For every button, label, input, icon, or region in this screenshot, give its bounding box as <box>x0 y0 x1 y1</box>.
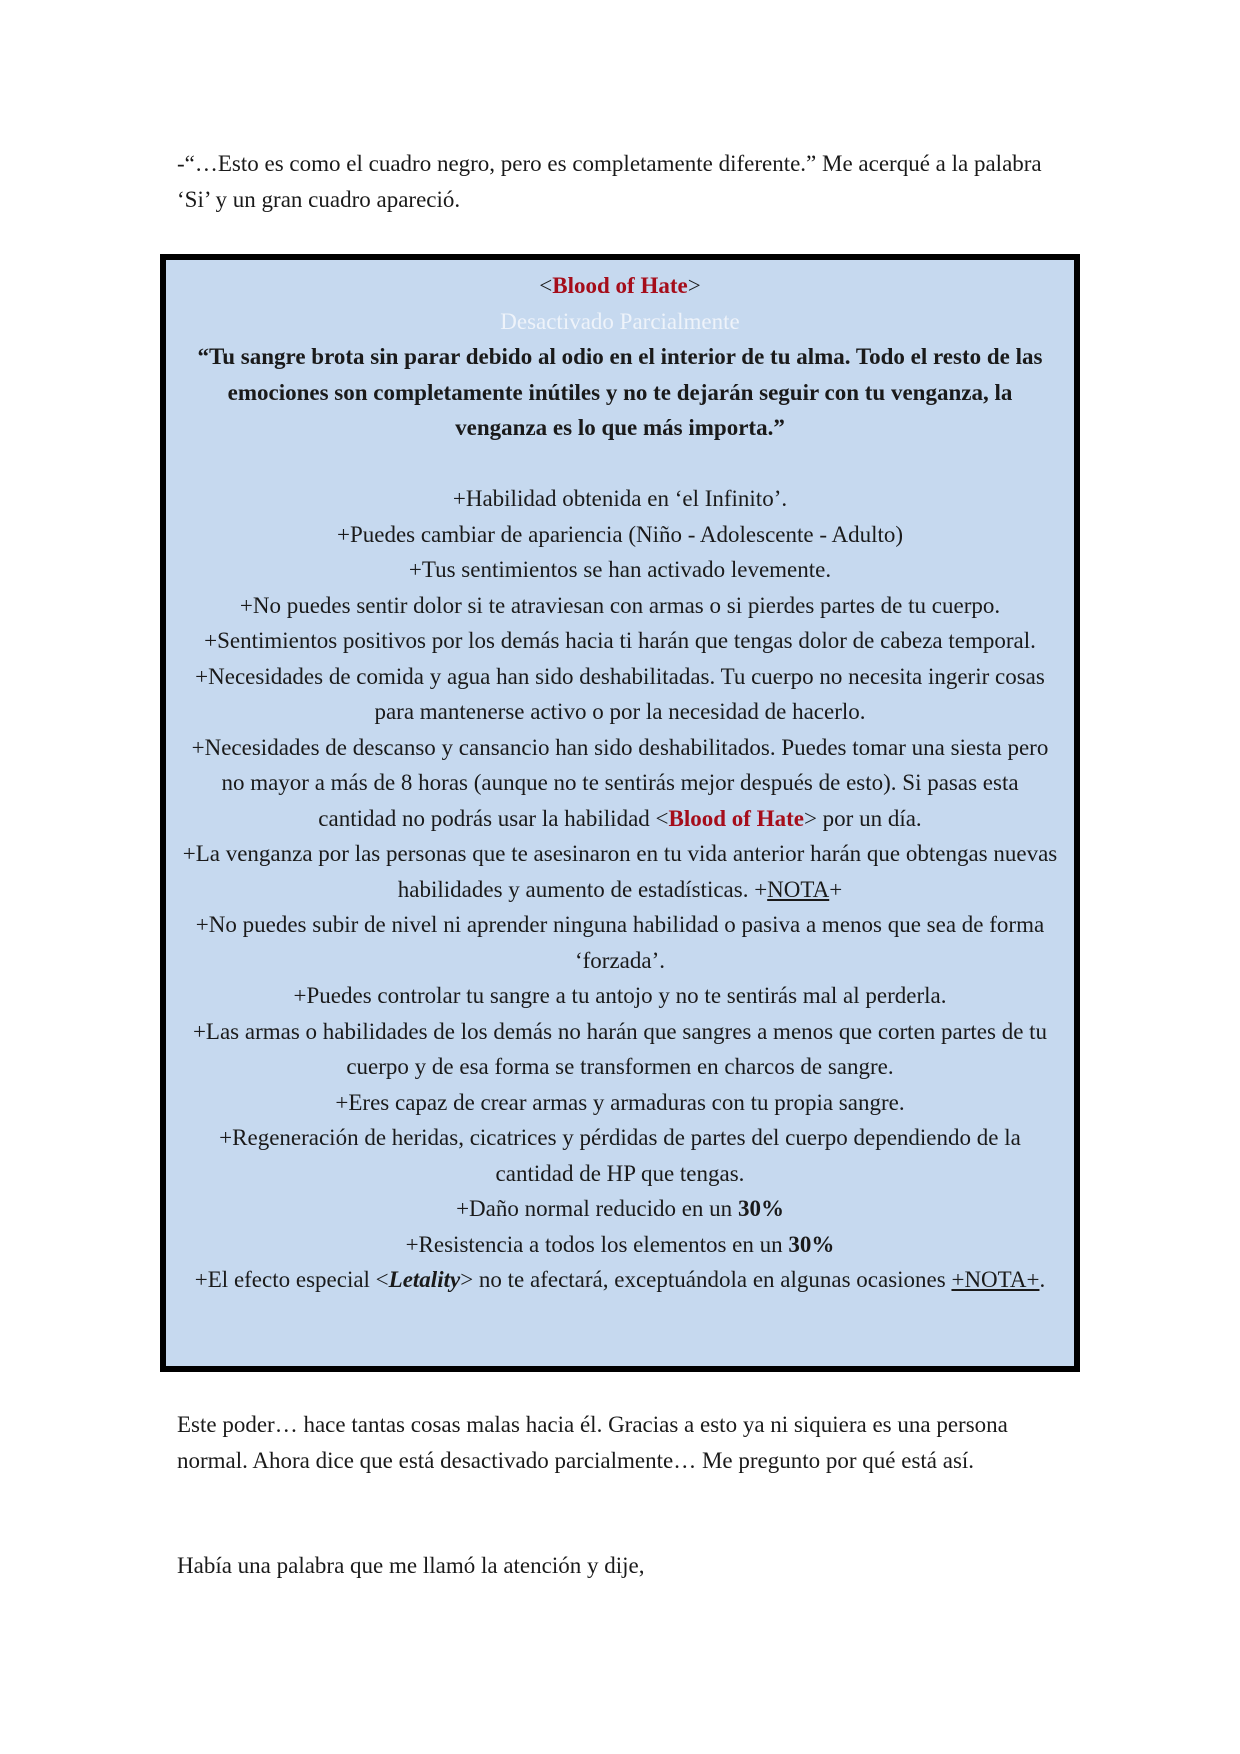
last-paragraph: Había una palabra que me llamó la atención y dije, <box>177 1553 645 1578</box>
damage-value: 30% <box>737 1196 784 1221</box>
skill-item: +Puedes controlar tu sangre a tu antojo y no te sentirás mal al perderla. <box>293 983 947 1008</box>
skill-name: Blood of Hate <box>552 273 688 298</box>
spacer <box>180 446 1060 482</box>
revenge-item-tail: + <box>829 876 843 902</box>
skill-item: +Puedes cambiar de apariencia (Niño - Adolescente - Adulto) <box>336 521 904 547</box>
skill-item: +Regeneración de heridas, cicatrices y pérdidas de partes del cuerpo dependiendo de la cantidad de HP que tengas. <box>219 1125 1021 1186</box>
damage-item-text: +Daño normal reducido en un <box>456 1196 738 1221</box>
rest-item-tail: > por un día. <box>803 805 922 831</box>
revenge-item-text: +La venganza por las personas que te asesinaron en tu vida anterior harán que obtengas nuevas habilidades y aumento de estadísticas. + <box>182 841 1058 902</box>
skill-item-letality <box>180 1262 1060 1298</box>
skill-status: Desactivado Parcialmente <box>500 308 740 334</box>
resist-value: 30% <box>788 1231 835 1257</box>
after-paragraph: Este poder… hace tantas cosas malas hacia él. Gracias a esto ya ni siquiera es una persona normal. Ahora dice que está desactivado parcialmente… Me pregunto por qué está así. <box>177 1412 1008 1473</box>
bracket-open: < <box>539 273 553 298</box>
resist-item-text: +Resistencia a todos los elementos en un <box>405 1231 789 1257</box>
note-link[interactable]: NOTA <box>767 876 830 902</box>
skill-item: +Tus sentimientos se han activado levemente. <box>408 557 832 582</box>
letality-name: Letality <box>388 1267 461 1292</box>
rest-item-text: +Necesidades de descanso y cansancio han sido deshabilitados. Puedes tomar una siesta pero no mayor a más de 8 horas (aunque no te sentirás mejor después de esto). Si pasas esta cantidad no podrás usar la habilidad < <box>191 734 1049 831</box>
skill-info-box <box>160 254 1080 1372</box>
skill-title <box>180 268 1060 304</box>
skill-item: +No puedes subir de nivel ni aprender ninguna habilidad o pasiva a menos que sea de forma ‘forzada’. <box>195 912 1045 973</box>
intro-paragraph: -“…Esto es como el cuadro negro, pero es completamente diferente.” Me acerqué a la palabra ‘Si’ y un gran cuadro apareció. <box>177 151 1042 212</box>
skill-item-rest <box>180 730 1060 837</box>
skill-item: +Eres capaz de crear armas y armaduras con tu propia sangre. <box>335 1089 905 1115</box>
skill-item: +Las armas o habilidades de los demás no harán que sangres a menos que corten partes de tu cuerpo y de esa forma se transformen en charcos de sangre. <box>192 1018 1048 1079</box>
skill-item-damage <box>180 1191 1060 1227</box>
skill-item-revenge <box>180 836 1060 907</box>
skill-item: +Necesidades de comida y agua han sido deshabilitadas. Tu cuerpo no necesita ingerir cosas para mantenerse activo o por la necesidad de hacerlo. <box>195 663 1045 724</box>
skill-item-resist <box>180 1227 1060 1263</box>
skill-item: +No puedes sentir dolor si te atraviesan con armas o si pierdes partes de tu cuerpo. <box>239 592 1001 618</box>
letality-item-mid: > no te afectará, exceptuándola en algunas ocasiones <box>460 1267 952 1292</box>
skill-name-inline: Blood of Hate <box>668 805 804 831</box>
skill-item: +Sentimientos positivos por los demás hacia ti harán que tengas dolor de cabeza temporal. <box>204 628 1036 653</box>
letality-item-tail: . <box>1039 1267 1046 1292</box>
skill-quote: “Tu sangre brota sin parar debido al odio en el interior de tu alma. Todo el resto de las emociones son completamente inútiles y no te dejarán seguir con tu venganza, la venganza es lo que más importa.” <box>197 344 1043 440</box>
letality-item-text: +El efecto especial < <box>194 1267 389 1292</box>
bracket-close: > <box>687 273 701 298</box>
note-link[interactable]: +NOTA+ <box>951 1267 1040 1292</box>
skill-item: +Habilidad obtenida en ‘el Infinito’. <box>452 486 788 511</box>
